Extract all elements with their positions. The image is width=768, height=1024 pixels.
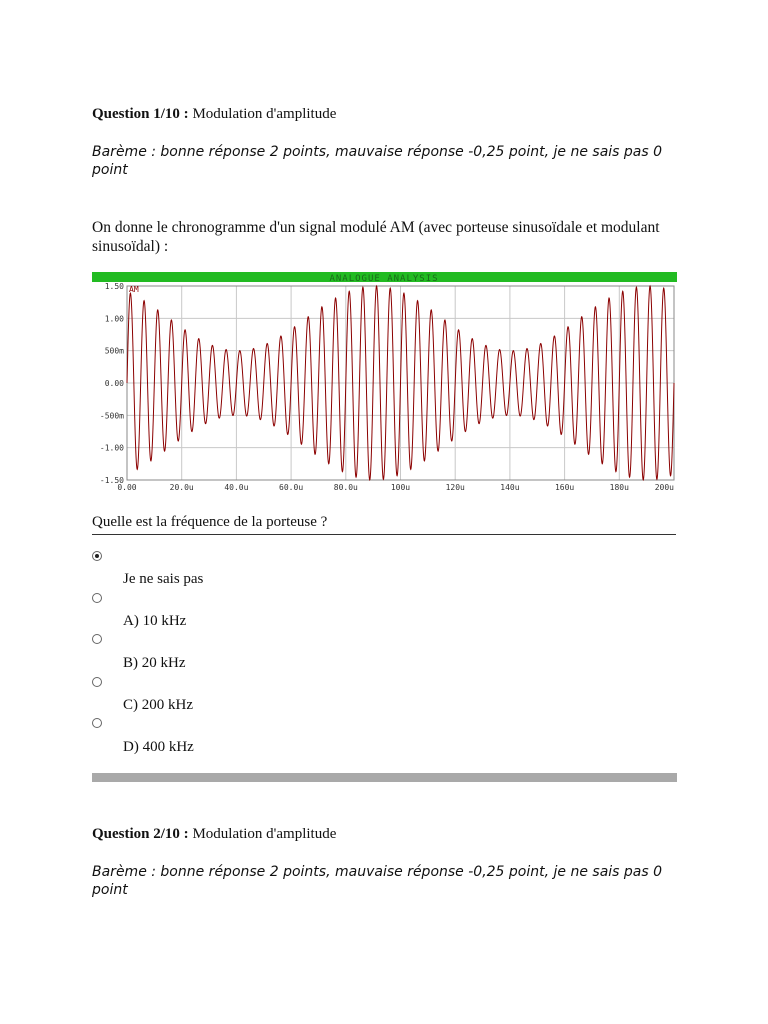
question-2-number: Question 2/10 : (92, 826, 189, 842)
question-2-bareme: Barème : bonne réponse 2 points, mauvaise réponse -0,25 point, je ne sais pas 0 point (92, 864, 663, 898)
option-a-label[interactable]: A) 10 kHz (123, 613, 187, 629)
question-1-intro: On donne le chronogramme d'un signal modulé AM (avec porteuse sinusoïdale et modulant sinusoïdal) : (92, 219, 660, 255)
x-tick-label: 20.0u (169, 483, 194, 492)
y-tick-label: 0.00 (104, 379, 124, 388)
question-2-subject: Modulation d'amplitude (192, 826, 337, 842)
radio-option-a[interactable] (92, 634, 102, 644)
option-b-label[interactable]: B) 20 kHz (123, 655, 186, 671)
x-tick-labels (117, 483, 674, 492)
radio-option-b[interactable] (92, 677, 102, 687)
x-tick-label: 180u (609, 483, 629, 492)
option-d-label[interactable]: D) 400 kHz (123, 739, 194, 755)
am-chart-svg (92, 272, 677, 494)
question-1-number: Question 1/10 : (92, 106, 189, 122)
x-tick-label: 60.0u (279, 483, 304, 492)
y-tick-label: 1.50 (104, 282, 124, 291)
question-separator (92, 773, 677, 782)
radio-option-blank[interactable] (92, 551, 102, 561)
question-2-title (92, 826, 336, 843)
series-label-am: AM (129, 285, 139, 294)
y-tick-label: -500m (99, 411, 124, 421)
question-1-subject: Modulation d'amplitude (192, 106, 337, 122)
question-1-prompt: Quelle est la fréquence de la porteuse ? (92, 514, 676, 535)
x-tick-label: 100u (390, 483, 411, 492)
y-tick-label: 1.00 (104, 314, 124, 324)
question-1-bareme: Barème : bonne réponse 2 points, mauvaise réponse -0,25 point, je ne sais pas 0 point (92, 144, 663, 178)
question-1-title (92, 106, 336, 123)
chart-title: ANALOGUE ANALYSIS (329, 274, 439, 284)
x-tick-label: 0.00 (117, 483, 137, 492)
y-tick-labels (100, 282, 124, 485)
x-tick-label: 40.0u (224, 483, 249, 492)
x-tick-label: 120u (445, 483, 465, 492)
option-c-label[interactable]: C) 200 kHz (123, 697, 193, 713)
y-tick-label: -1.00 (99, 443, 124, 453)
x-tick-label: 140u (500, 483, 520, 492)
radio-option-c[interactable] (92, 718, 102, 728)
x-tick-label: 200u (654, 483, 674, 492)
radio-option-je-ne-sais-pas[interactable] (92, 593, 102, 603)
am-signal-chart (92, 272, 677, 494)
y-tick-label: 500m (104, 346, 124, 356)
option-je-ne-sais-pas-label[interactable]: Je ne sais pas (123, 571, 204, 587)
y-tick-label: -1.50 (99, 476, 124, 485)
x-tick-label: 80.0u (333, 483, 358, 492)
x-tick-label: 160u (554, 483, 575, 492)
